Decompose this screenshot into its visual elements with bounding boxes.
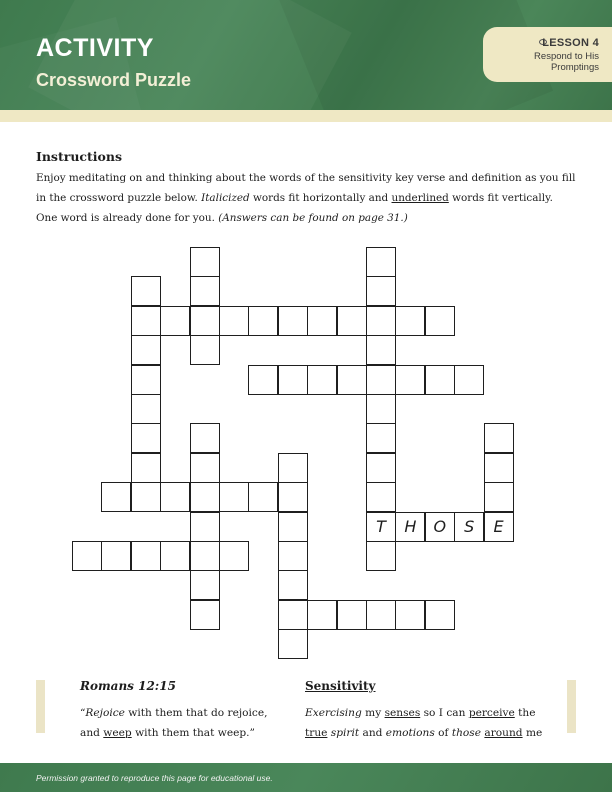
verse-part: and bbox=[80, 727, 100, 739]
lesson-tab bbox=[483, 27, 612, 82]
crossword-cell[interactable] bbox=[484, 482, 514, 512]
crossword-cell[interactable] bbox=[160, 541, 190, 571]
crossword-cell[interactable] bbox=[190, 335, 220, 365]
crossword-cell[interactable] bbox=[190, 482, 220, 512]
crossword-cell[interactable] bbox=[160, 482, 190, 512]
definition-part: me bbox=[525, 727, 543, 739]
crossword-cell[interactable] bbox=[366, 423, 396, 453]
crossword-cell[interactable] bbox=[366, 247, 396, 277]
crossword-cell[interactable] bbox=[131, 541, 161, 571]
activity-subtitle: Crossword Puzzle bbox=[36, 70, 192, 90]
crossword-cell[interactable] bbox=[425, 306, 455, 336]
crossword-cell[interactable] bbox=[190, 247, 220, 277]
instructions-text bbox=[36, 168, 576, 228]
definition-italic-word: those bbox=[451, 727, 482, 739]
definition-title: Sensitivity bbox=[305, 679, 376, 693]
crossword-cell[interactable] bbox=[131, 394, 161, 424]
definition-italic-word: emotions bbox=[385, 727, 435, 739]
lesson-label: LESSON 4 bbox=[542, 37, 599, 49]
definition-part: my bbox=[365, 707, 382, 719]
crossword-cell[interactable] bbox=[366, 365, 396, 395]
crossword-cell[interactable] bbox=[425, 600, 455, 630]
verse-part: “ bbox=[80, 707, 86, 719]
crossword-cell[interactable] bbox=[72, 541, 102, 571]
decorative-bar bbox=[567, 680, 576, 733]
crossword-cell[interactable] bbox=[395, 306, 425, 336]
crossword-cell[interactable] bbox=[190, 423, 220, 453]
crossword-cell[interactable] bbox=[160, 306, 190, 336]
crossword-cell[interactable] bbox=[395, 600, 425, 630]
crossword-cell-filled[interactable]: T bbox=[366, 512, 396, 542]
crossword-cell[interactable] bbox=[337, 600, 367, 630]
crossword-cell[interactable] bbox=[278, 512, 308, 542]
crossword-cell[interactable] bbox=[307, 600, 337, 630]
instructions-heading: Instructions bbox=[36, 149, 123, 164]
verse-underlined-word: weep bbox=[103, 727, 132, 739]
lesson-name: Respond to His Promptings bbox=[534, 51, 599, 73]
crossword-cell[interactable] bbox=[337, 306, 367, 336]
crossword-cell[interactable] bbox=[278, 570, 308, 600]
crossword-cell[interactable] bbox=[131, 423, 161, 453]
verse-text bbox=[80, 703, 280, 743]
crossword-cell[interactable] bbox=[484, 423, 514, 453]
footer-banner bbox=[0, 763, 612, 792]
instructions-italicized-word: Italicized bbox=[201, 192, 250, 204]
crossword-cell[interactable] bbox=[278, 541, 308, 571]
definition-part: and bbox=[362, 727, 383, 739]
crossword-cell[interactable] bbox=[190, 570, 220, 600]
definition-underlined-word: perceive bbox=[468, 707, 515, 719]
crossword-cell[interactable] bbox=[190, 453, 220, 483]
crossword-cell[interactable] bbox=[366, 482, 396, 512]
verse-reference: Romans 12:15 bbox=[80, 679, 176, 693]
crossword-cell[interactable] bbox=[219, 306, 249, 336]
footer-permission-text: Permission granted to reproduce this page for educational use. bbox=[36, 773, 273, 783]
crossword-cell[interactable] bbox=[131, 335, 161, 365]
crossword-cell[interactable] bbox=[248, 306, 278, 336]
crossword-cell[interactable] bbox=[248, 365, 278, 395]
crossword-cell[interactable] bbox=[219, 541, 249, 571]
decorative-bar bbox=[36, 680, 45, 733]
crossword-cell[interactable] bbox=[278, 365, 308, 395]
crossword-cell[interactable] bbox=[454, 365, 484, 395]
crossword-cell-filled[interactable]: H bbox=[395, 512, 425, 542]
crossword-cell[interactable] bbox=[131, 306, 161, 336]
crossword-cell[interactable] bbox=[219, 482, 249, 512]
crossword-cell[interactable] bbox=[101, 541, 131, 571]
crossword-cell[interactable] bbox=[190, 306, 220, 336]
crossword-cell[interactable] bbox=[366, 335, 396, 365]
definition-underlined-word: true bbox=[305, 727, 328, 739]
crossword-cell[interactable] bbox=[190, 541, 220, 571]
crossword-cell[interactable] bbox=[131, 482, 161, 512]
definition-text bbox=[305, 703, 555, 743]
instructions-underlined-word: underlined bbox=[391, 192, 449, 204]
verse-part: with them that weep.” bbox=[135, 727, 255, 739]
crossword-cell[interactable] bbox=[131, 365, 161, 395]
instructions-part: Enjoy meditating on and thinking about the words of the sensitivity key verse and definition as you fill in the crossword puzzle below. bbox=[36, 172, 576, 204]
crossword-cell[interactable] bbox=[366, 600, 396, 630]
answers-note: (Answers can be found on page 31.) bbox=[218, 212, 408, 224]
definition-underlined-word: senses bbox=[384, 707, 421, 719]
definition-italic-word: Exercising bbox=[305, 707, 362, 719]
crossword-cell-filled[interactable]: E bbox=[484, 512, 514, 542]
verse-italic-word: Rejoice bbox=[85, 707, 125, 719]
crossword-cell[interactable] bbox=[131, 453, 161, 483]
crossword-cell[interactable] bbox=[366, 541, 396, 571]
crossword-cell[interactable] bbox=[425, 365, 455, 395]
crossword-cell[interactable] bbox=[278, 629, 308, 659]
crossword-cell[interactable] bbox=[278, 306, 308, 336]
crossword-cell[interactable] bbox=[366, 306, 396, 336]
crossword-cell[interactable] bbox=[190, 512, 220, 542]
header-accent-strip bbox=[0, 110, 612, 122]
crossword-cell[interactable] bbox=[337, 365, 367, 395]
definition-italic-word: spirit bbox=[330, 727, 360, 739]
crossword-cell-filled[interactable]: O bbox=[425, 512, 455, 542]
instructions-part: words fit vertically. One word is already done for you. bbox=[36, 192, 553, 224]
crossword-cell[interactable] bbox=[366, 276, 396, 306]
verse-part: with them that do rejoice, bbox=[128, 707, 268, 719]
crossword-cell[interactable] bbox=[131, 276, 161, 306]
crossword-cell[interactable] bbox=[484, 453, 514, 483]
definition-part: the bbox=[518, 707, 536, 719]
crossword-cell[interactable] bbox=[395, 365, 425, 395]
crossword-cell-filled[interactable]: S bbox=[454, 512, 484, 542]
definition-underlined-word: around bbox=[484, 727, 523, 739]
crossword-cell[interactable] bbox=[278, 482, 308, 512]
crossword-cell[interactable] bbox=[307, 365, 337, 395]
crossword-cell[interactable] bbox=[190, 600, 220, 630]
crossword-cell[interactable] bbox=[366, 394, 396, 424]
definition-part: of bbox=[438, 727, 449, 739]
crossword-cell[interactable] bbox=[366, 453, 396, 483]
crossword-cell[interactable] bbox=[190, 276, 220, 306]
crossword-cell[interactable] bbox=[101, 482, 131, 512]
activity-title: ACTIVITY bbox=[36, 34, 154, 62]
crossword-cell[interactable] bbox=[278, 600, 308, 630]
definition-part: so I can bbox=[423, 707, 466, 719]
instructions-part: words fit horizontally and bbox=[253, 192, 389, 204]
crossword-cell[interactable] bbox=[248, 482, 278, 512]
crossword-cell[interactable] bbox=[307, 306, 337, 336]
crossword-cell[interactable] bbox=[278, 453, 308, 483]
